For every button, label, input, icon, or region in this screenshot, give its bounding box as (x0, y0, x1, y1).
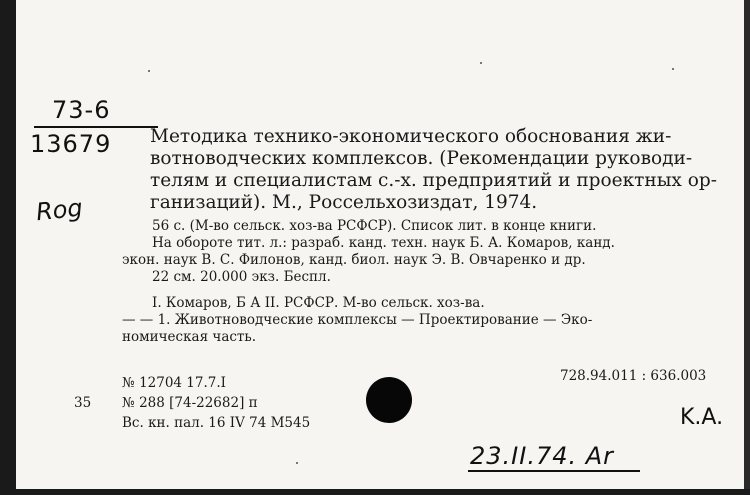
registration-number-1: № 12704 17.7.I (122, 375, 226, 391)
class-underline (34, 126, 158, 128)
card-punch-hole (366, 377, 412, 423)
card-right-edge (744, 0, 750, 495)
title-line: Методика технико-экономического обоснования жи- (150, 126, 672, 147)
tracing-line: — — 1. Животноводческие комплексы — Проектирование — Эко- (122, 312, 593, 328)
udc-classification: 728.94.011 : 636.003 (560, 368, 707, 384)
tracing-line: I. Комаров, Б А II. РСФСР. М-во сельск. хоз-ва. (152, 295, 485, 311)
entry-details (122, 218, 714, 286)
card-left-edge (0, 0, 16, 495)
handwritten-class-number: 73-6 (52, 96, 111, 124)
handwritten-date: 23.II.74. Ar (470, 442, 615, 470)
format-line: 22 см. 20.000 экз. Беспл. (152, 269, 331, 285)
note-line: экон. наук В. С. Филонов, канд. биол. наук Э. В. Овчаренко и др. (122, 252, 586, 268)
handwritten-initials: K.A. (680, 405, 724, 430)
tracing-block (122, 295, 714, 346)
note-line: На обороте тит. л.: разраб. канд. техн. наук Б. А. Комаров, канд. (152, 235, 615, 251)
entry-title-block (150, 126, 720, 214)
paper-speck (672, 68, 674, 70)
handwritten-accession-number: 13679 (30, 130, 112, 158)
title-line: вотноводческих комплексов. (Рекомендации руководи- (150, 148, 693, 169)
tracing-line: номическая часть. (122, 329, 257, 345)
title-line: телям и специалистам с.-х. предприятий и проектных ор- (150, 170, 717, 191)
registration-number-2: № 288 [74-22682] п (122, 395, 258, 411)
title-line: ганизаций). М., Россельхозиздат, 1974. (150, 192, 538, 213)
paper-speck (480, 62, 482, 64)
physical-description: 56 с. (М-во сельск. хоз-ва РСФСР). Список лит. в конце книги. (152, 218, 597, 234)
book-chamber-line: Вс. кн. пал. 16 IV 74 M545 (122, 415, 311, 431)
card-bottom-edge (0, 489, 750, 495)
registration-prefix: 35 (74, 395, 92, 411)
date-underline (468, 470, 640, 472)
handwritten-margin-note: Rog (34, 193, 84, 227)
paper-speck (296, 462, 298, 464)
paper-speck (148, 70, 150, 72)
